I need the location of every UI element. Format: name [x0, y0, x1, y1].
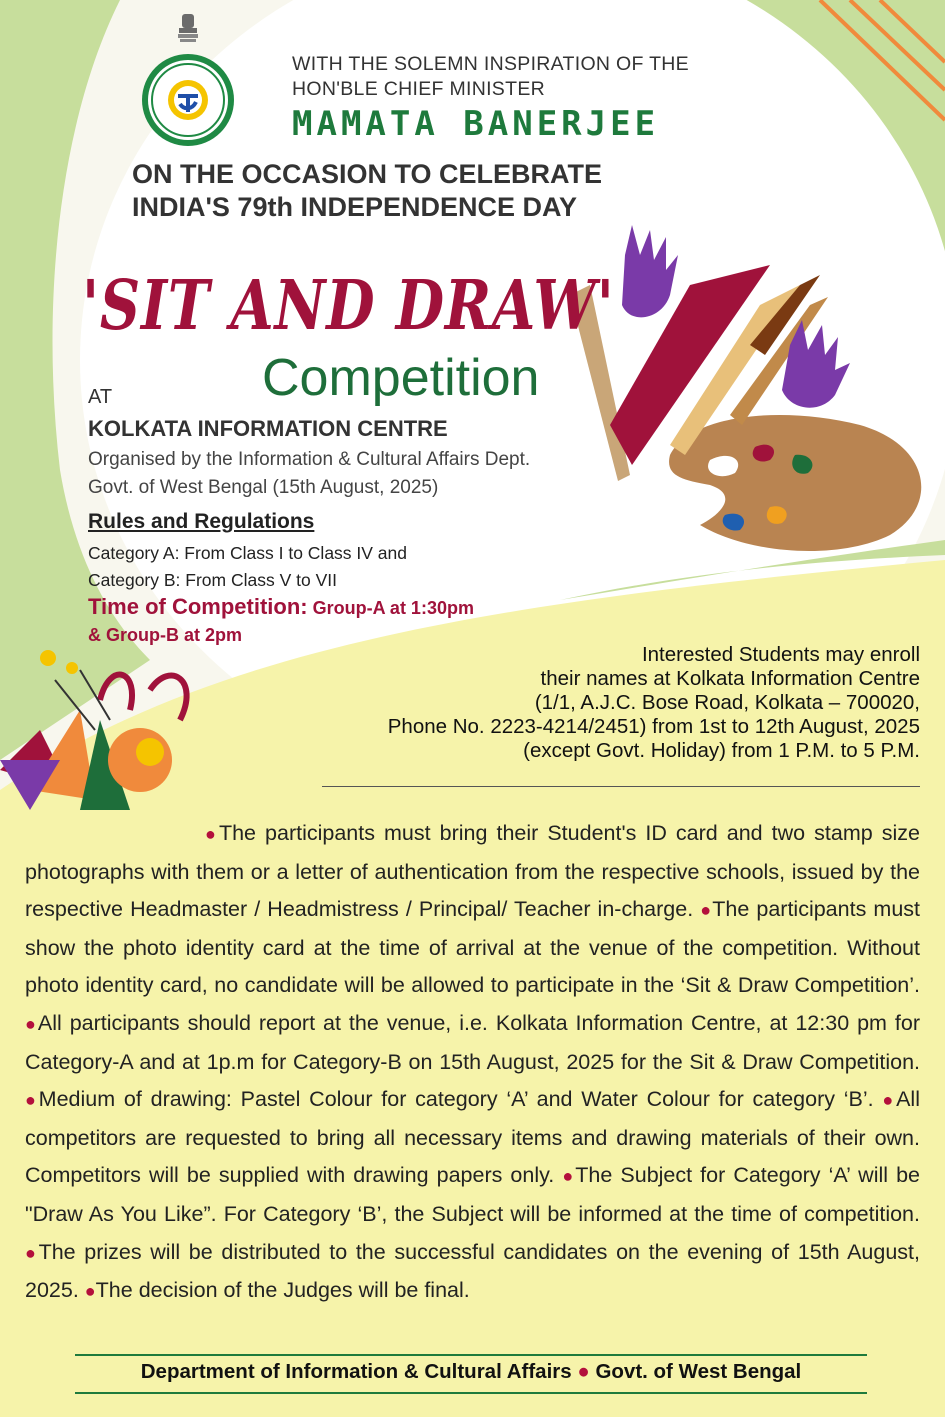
instruction-item: The participants must bring their Student's ID card and two stamp size photographs with them or a letter of authentication from the respective schools, issued by the respective Headmaster / Headmistress / Principal/ Teacher in-charge.: [25, 821, 920, 922]
instruction-item: The participants must show the photo identity card at the time of arrival at the venue of the competition. Without photo identity card, no candidate will be allowed to participate in the ‘Sit & Draw Competition’.: [25, 897, 920, 998]
instruction-item: Medium of drawing: Pastel Colour for category ‘A’ and Water Colour for category ‘B’.: [38, 1087, 874, 1112]
time-group-a: Group-A at 1:30pm: [312, 598, 474, 618]
footer-govt: Govt. of West Bengal: [595, 1360, 802, 1383]
venue-name: KOLKATA INFORMATION CENTRE: [88, 416, 448, 441]
enroll-line-1: Interested Students may enroll: [641, 643, 920, 666]
inspiration-line-1: WITH THE SOLEMN INSPIRATION OF THE: [292, 53, 689, 75]
occasion-heading: [132, 158, 602, 224]
organiser-info: [88, 446, 530, 502]
time-group-b: & Group-B at 2pm: [88, 625, 243, 645]
footer-dept: Department of Information & Cultural Affairs: [140, 1360, 572, 1383]
bullet-icon: ●: [882, 1090, 897, 1111]
footer-bottom-line: [75, 1392, 867, 1394]
enroll-line-2: their names at Kolkata Information Centre: [540, 667, 920, 690]
time-label: Time of Competition:: [88, 594, 308, 619]
category-b: Category B: From Class V to VII: [88, 570, 337, 590]
decorative-flowers-pencils: [0, 640, 230, 830]
occasion-line-1: ON THE OCCASION TO CELEBRATE: [132, 159, 603, 189]
rules-heading: Rules and Regulations: [88, 510, 315, 533]
categories: [88, 540, 407, 594]
instruction-item: All participants should report at the venue, i.e. Kolkata Information Centre, at 12:30 pm for Category-A and at 1p.m for Category-B on 15th August, 2025 for the Sit & Draw Competition.: [25, 1010, 921, 1074]
footer: [75, 1360, 867, 1384]
ashoka-emblem-icon: [176, 12, 200, 44]
venue-at-label: AT: [88, 386, 113, 408]
chief-minister-name: MAMATA BANERJEE: [292, 104, 660, 144]
govt-date-line: Govt. of West Bengal (15th August, 2025): [88, 477, 439, 498]
competition-time: [88, 593, 474, 649]
bullet-icon: ●: [25, 1242, 39, 1263]
enroll-line-3: (1/1, A.J.C. Bose Road, Kolkata – 700020,: [534, 691, 920, 714]
divider: [322, 786, 920, 787]
instruction-item: The prizes will be distributed to the successful candidates on the evening of 15th August, 2025.: [25, 1239, 920, 1303]
category-a: Category A: From Class I to Class IV and: [88, 543, 408, 563]
occasion-line-2: INDIA'S 79th INDEPENDENCE DAY: [132, 192, 578, 222]
footer-top-line: [75, 1354, 867, 1356]
organiser-line: Organised by the Information & Cultural Affairs Dept.: [88, 449, 531, 470]
instruction-item: The decision of the Judges will be final.: [95, 1278, 470, 1303]
bullet-icon: ●: [84, 1281, 96, 1302]
enrollment-info: [300, 643, 920, 763]
bullet-icon: ●: [700, 900, 713, 921]
bullet-icon: ●: [577, 1360, 590, 1383]
govt-west-bengal-logo: [140, 52, 236, 148]
painting-art-illustration: [570, 225, 945, 555]
instruction-item: The Subject for Category ‘A’ will be "Draw As You Like”. For Category ‘B’, the Subject will be informed at the time of competition.: [25, 1163, 921, 1226]
event-title: 'SIT AND DRAW': [82, 266, 615, 346]
bullet-icon: ●: [25, 1013, 38, 1034]
inspiration-line-2: HON'BLE CHIEF MINISTER: [292, 78, 546, 100]
bullet-icon: ●: [562, 1166, 576, 1187]
instruction-item: All competitors are requested to bring all necessary items and drawing materials of their own. Competitors will be supplied with drawing papers only.: [25, 1087, 920, 1188]
enroll-line-5: (except Govt. Holiday) from 1 P.M. to 5 P.M.: [523, 739, 920, 762]
bullet-icon: ●: [205, 824, 219, 844]
enroll-line-4: Phone No. 2223-4214/2451) from 1st to 12th August, 2025: [387, 715, 920, 738]
bullet-icon: ●: [25, 1090, 39, 1111]
inspiration-text: [292, 52, 689, 102]
instructions-paragraph: [25, 815, 920, 1311]
event-subtitle: Competition: [262, 349, 540, 407]
